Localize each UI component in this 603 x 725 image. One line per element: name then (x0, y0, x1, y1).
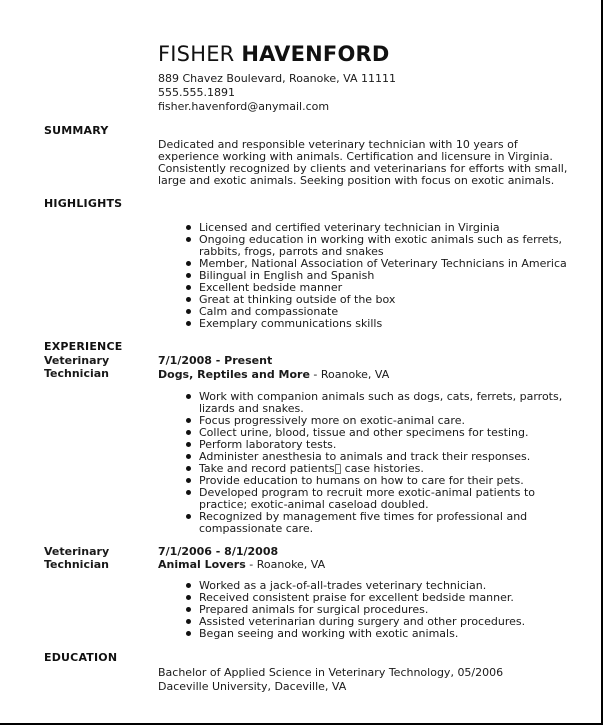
list-item: Collect urine, blood, tissue and other specimens for testing. (186, 427, 562, 439)
job-location: - Roanoke, VA (309, 368, 390, 381)
job-dates: 7/1/2008 - Present (158, 354, 273, 367)
highlights-heading: HIGHLIGHTS (44, 197, 123, 210)
summary-heading: SUMMARY (44, 124, 109, 137)
summary-line: Dedicated and responsible veterinary technician with 10 years of (158, 138, 518, 151)
experience-heading: EXPERIENCE (44, 340, 123, 353)
list-item: Ongoing education in working with exotic animals such as ferrets, rabbits, frogs, parrots and snakes (186, 234, 567, 258)
last-name: HAVENFORD (241, 42, 390, 66)
list-item: Received consistent praise for excellent bedside manner. (186, 592, 525, 604)
summary-line: experience working with animals. Certification and licensure in Virginia. (158, 150, 553, 163)
company-name: Dogs, Reptiles and More (158, 368, 310, 381)
summary-line: Consistently recognized by clients and veterinarians for efforts with small, (158, 162, 568, 175)
education-heading: EDUCATION (44, 651, 118, 664)
list-item: Exemplary communications skills (186, 318, 567, 330)
job-title: Veterinary Technician (44, 354, 110, 380)
company-name: Animal Lovers (158, 558, 246, 571)
candidate-name (158, 42, 390, 66)
job-dates: 7/1/2006 - 8/1/2008 (158, 545, 279, 558)
address: 889 Chavez Boulevard, Roanoke, VA 11111 (158, 72, 396, 85)
list-item: Provide education to humans on how to care for their pets. (186, 475, 562, 487)
list-item: Take and record patients  case histories. (186, 463, 562, 475)
list-item: Excellent bedside manner (186, 282, 567, 294)
list-item: Assisted veterinarian during surgery and other procedures. (186, 616, 525, 628)
summary-line: large and exotic animals. Seeking position with focus on exotic animals. (158, 174, 555, 187)
list-item: Calm and compassionate (186, 306, 567, 318)
job-duties-list (186, 391, 562, 535)
contact-info (158, 72, 396, 114)
list-item: Recognized by management five times for professional and compassionate care. (186, 511, 562, 535)
email: fisher.havenford@anymail.com (158, 100, 330, 113)
list-item: Bilingual in English and Spanish (186, 270, 567, 282)
highlights-list (186, 222, 567, 330)
first-name: FISHER (158, 42, 235, 66)
job-location: - Roanoke, VA (245, 558, 326, 571)
list-item: Great at thinking outside of the box (186, 294, 567, 306)
job-employer (158, 368, 389, 381)
list-item: Licensed and certified veterinary technician in Virginia (186, 222, 567, 234)
phone: 555.555.1891 (158, 86, 235, 99)
list-item: Worked as a jack-of-all-trades veterinary technician. (186, 580, 525, 592)
list-item: Developed program to recruit more exotic-animal patients to practice; exotic-animal caseload doubled. (186, 487, 562, 511)
list-item: Administer anesthesia to animals and track their responses. (186, 451, 562, 463)
list-item: Perform laboratory tests. (186, 439, 562, 451)
summary-text (158, 138, 568, 187)
list-item: Member, National Association of Veterinary Technicians in America (186, 258, 567, 270)
list-item: Prepared animals for surgical procedures. (186, 604, 525, 616)
school: Daceville University, Daceville, VA (158, 680, 347, 693)
list-item: Focus progressively more on exotic-animal care. (186, 415, 562, 427)
degree: Bachelor of Applied Science in Veterinary Technology, 05/2006 (158, 666, 504, 679)
list-item: Work with companion animals such as dogs, cats, ferrets, parrots, lizards and snakes. (186, 391, 562, 415)
education-text (158, 666, 558, 694)
job-employer (158, 558, 325, 571)
job-duties-list (186, 580, 525, 640)
job-title: Veterinary Technician (44, 545, 110, 571)
list-item: Began seeing and working with exotic animals. (186, 628, 525, 640)
